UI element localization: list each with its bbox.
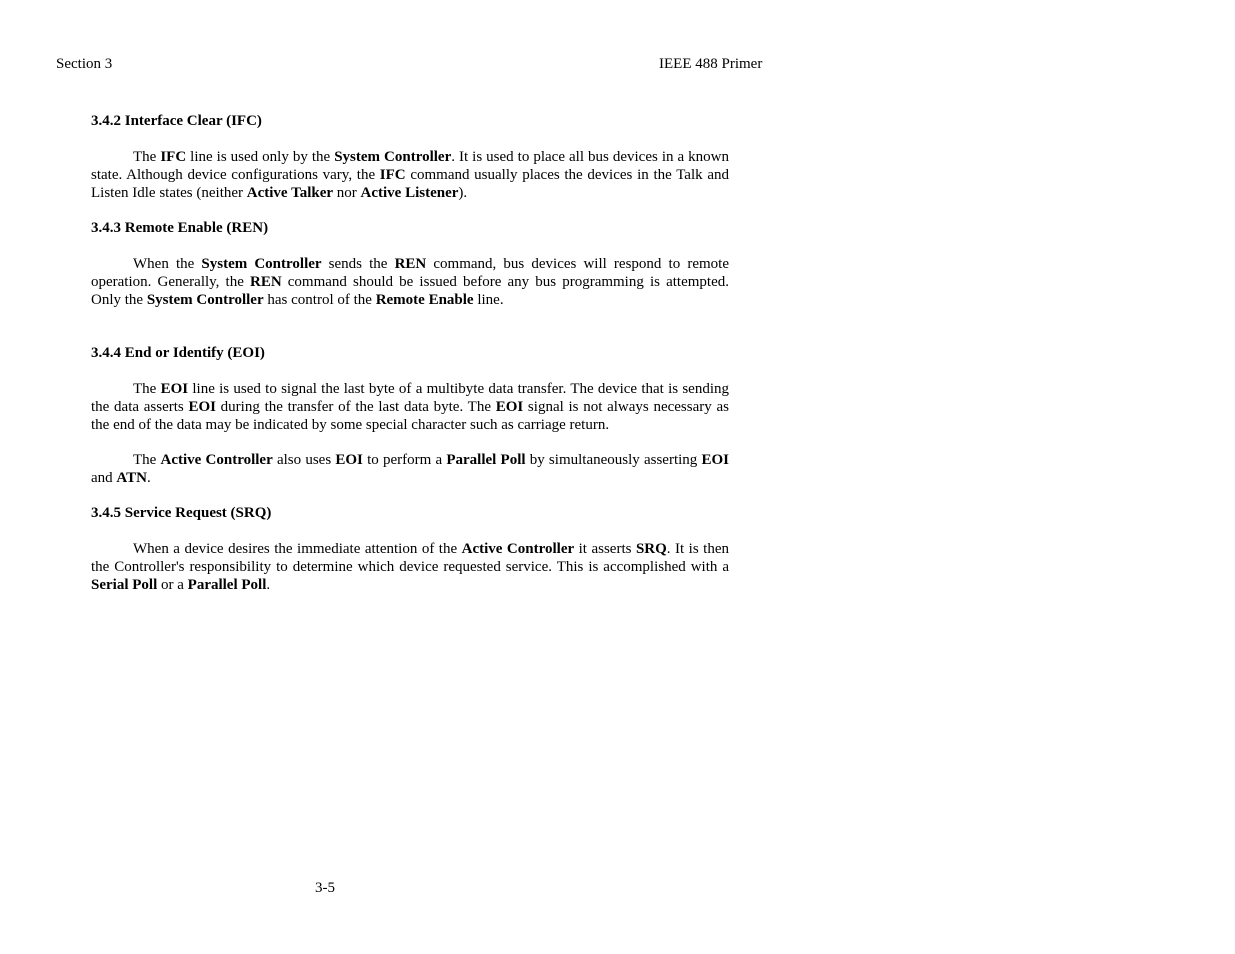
bold-term: System Controller [201, 256, 322, 272]
section-heading-ifc: 3.4.2 Interface Clear (IFC) [91, 113, 262, 129]
bold-term: Remote Enable [375, 292, 474, 308]
bold-term: EOI [495, 399, 524, 415]
paragraph-ifc: The IFC line is used only by the System Controller. It is used to place all bus devices in a known state. Although device configurations vary, the IFC command usually places the devices in the Talk and Listen Idle states (neither Active Talker nor Active Listener). [91, 149, 729, 201]
page-number: 3-5 [315, 880, 335, 896]
document-body [91, 112, 729, 594]
bold-term: Parallel Poll [187, 577, 267, 593]
paragraph-eoi-1: The EOI line is used to signal the last byte of a multibyte data transfer. The device that is sending the data asserts EOI during the transfer of the last data byte. The EOI signal is not always necessary as the end of the data may be indicated by some special character such as carriage return. [91, 381, 729, 433]
paragraph-ren: When the System Controller sends the REN command, bus devices will respond to remote operation. Generally, the REN command should be issued before any bus programming is attempted. Only the System Controller has control of the Remote Enable line. [91, 256, 729, 308]
bold-term: IFC [379, 167, 406, 183]
bold-term: ATN [116, 470, 147, 486]
bold-term: IFC [160, 149, 187, 165]
bold-term: Parallel Poll [446, 452, 526, 468]
paragraph-eoi-2: The Active Controller also uses EOI to perform a Parallel Poll by simultaneously asserting EOI and ATN. [91, 452, 730, 486]
page-header-section: Section 3 [56, 56, 113, 72]
bold-term: Serial Poll [91, 577, 158, 593]
section-heading-eoi: 3.4.4 End or Identify (EOI) [91, 345, 265, 361]
bold-term: Active Controller [160, 452, 273, 468]
page-header-title: IEEE 488 Primer [659, 56, 763, 72]
paragraph-srq: When a device desires the immediate attention of the Active Controller it asserts SRQ. It is then the Controller's responsibility to determine which device requested service. This is accomplished with a Serial Poll or a Parallel Poll. [91, 541, 729, 593]
bold-term: Active Controller [461, 541, 575, 557]
bold-term: Active Talker [246, 185, 334, 201]
bold-term: REN [394, 256, 427, 272]
bold-term: SRQ [635, 541, 667, 557]
bold-term: System Controller [146, 292, 264, 308]
bold-term: EOI [335, 452, 363, 468]
bold-term: EOI [188, 399, 216, 415]
bold-term: Active Listener [360, 185, 459, 201]
section-heading-ren: 3.4.3 Remote Enable (REN) [91, 220, 269, 236]
bold-term: EOI [701, 452, 730, 468]
section-heading-srq: 3.4.5 Service Request (SRQ) [91, 505, 272, 521]
bold-term: System Controller [334, 149, 452, 165]
bold-term: REN [249, 274, 282, 290]
bold-term: EOI [160, 381, 189, 397]
